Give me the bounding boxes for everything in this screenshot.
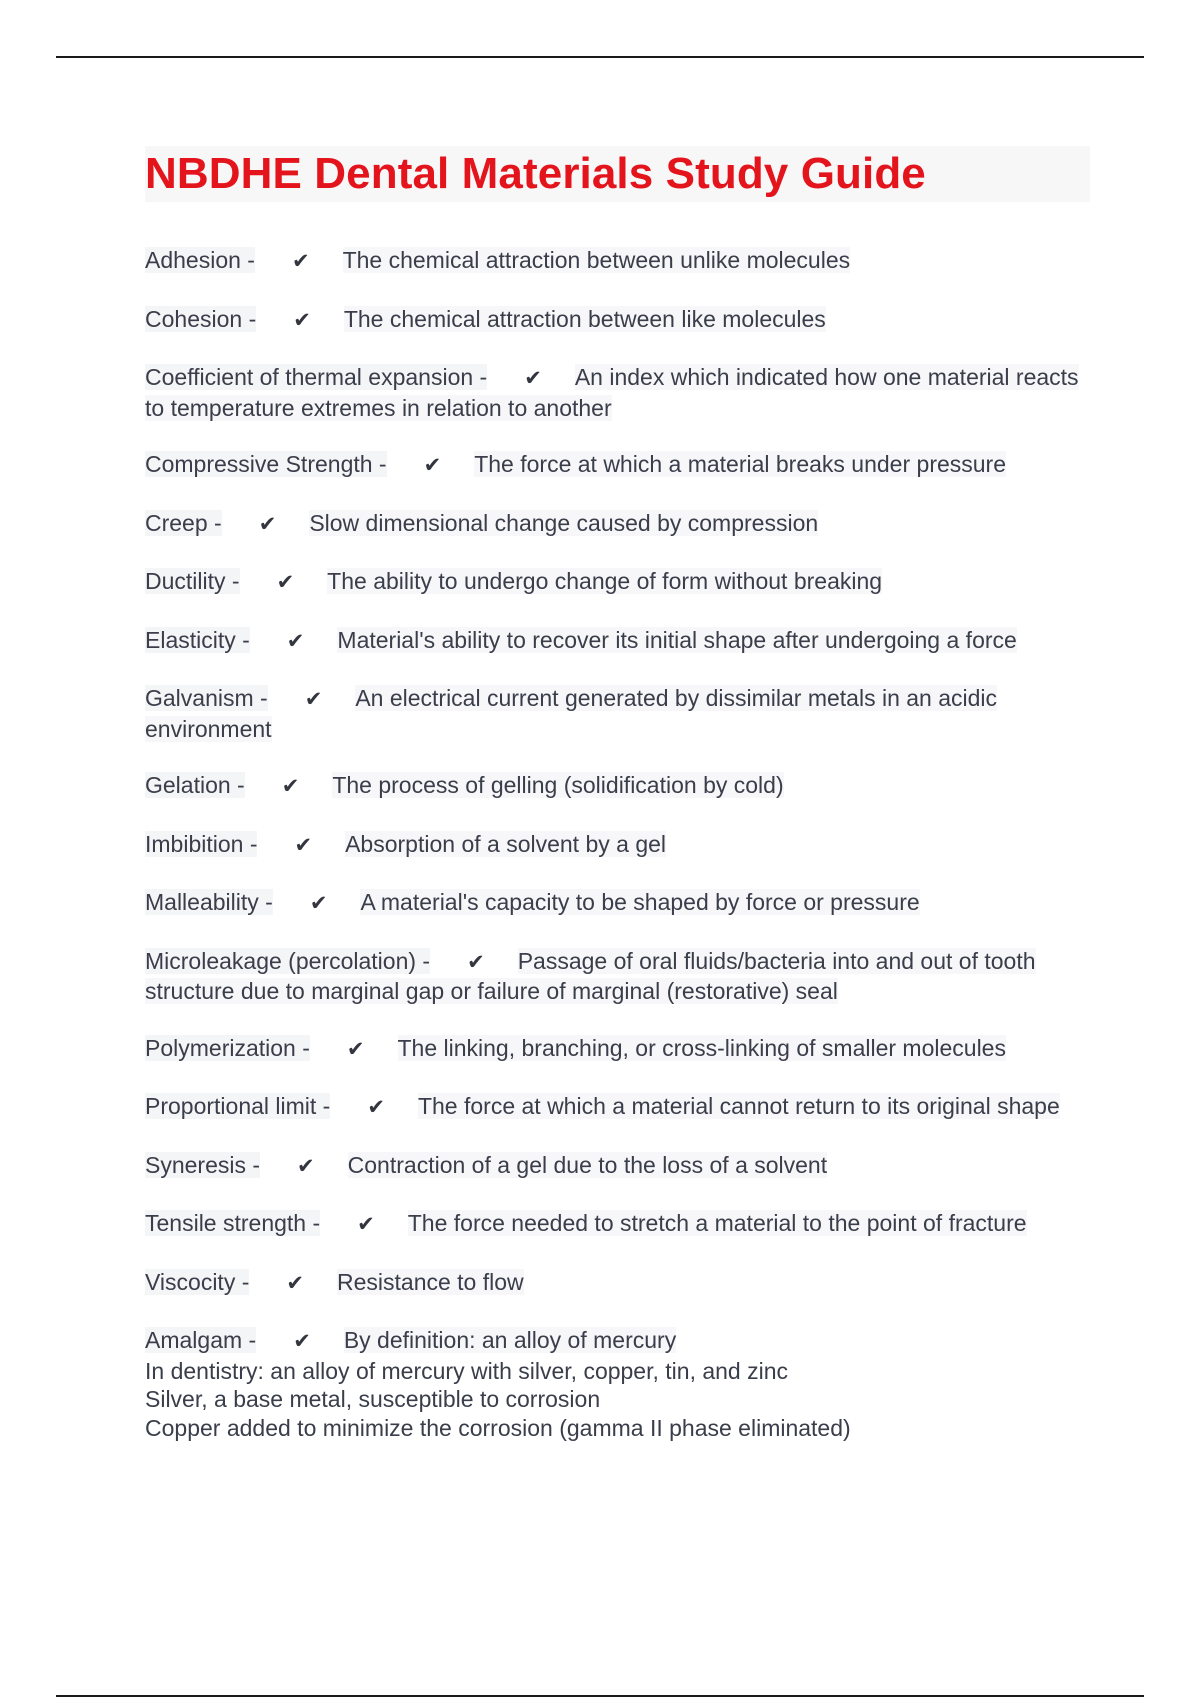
entry-term: Microleakage (percolation) - — [145, 947, 431, 974]
glossary-entry — [145, 246, 1090, 277]
glossary-entry — [145, 1034, 1090, 1065]
check-icon: ✔ — [294, 833, 313, 857]
entry-term: Polymerization - — [145, 1034, 310, 1061]
glossary-entry — [145, 888, 1090, 919]
check-icon: ✔ — [524, 367, 542, 390]
entry-definition: The chemical attraction between like molecules — [343, 305, 826, 332]
amalgam-detail-line: Copper added to minimize the corrosion (gamma II phase eliminated) — [145, 1414, 851, 1441]
glossary-entry — [145, 684, 1090, 743]
entry-term: Tensile strength - — [145, 1210, 321, 1236]
entry-term: Creep - — [145, 509, 222, 536]
glossary-entry — [145, 947, 1090, 1006]
glossary-list — [145, 246, 1090, 1442]
check-icon: ✔ — [281, 775, 300, 798]
entry-term: Coefficient of thermal expansion - — [145, 364, 488, 390]
entry-term: Ductility - — [145, 568, 240, 594]
entry-definition: Contraction of a gel due to the loss of a solvent — [347, 1151, 828, 1178]
top-rule — [56, 56, 1144, 58]
entry-definition: By definition: an alloy of mercury — [343, 1327, 677, 1353]
entry-definition: The linking, branching, or cross-linking of smaller molecules — [397, 1034, 1006, 1061]
glossary-entry — [145, 830, 1090, 861]
entry-definition: The process of gelling (solidification by cold) — [332, 772, 784, 798]
check-icon: ✔ — [309, 892, 328, 915]
document-body — [145, 146, 1090, 1470]
title-band — [145, 146, 1090, 202]
entry-definition: A material's capacity to be shaped by force or pressure — [360, 889, 920, 915]
glossary-entry — [145, 363, 1090, 422]
entry-definition: An electrical current generated by dissimilar metals in an acidic environment — [145, 685, 998, 742]
glossary-entry — [145, 1092, 1090, 1123]
entry-term: Galvanism - — [145, 685, 268, 711]
check-icon: ✔ — [293, 1330, 311, 1353]
entry-definition: Passage of oral fluids/bacteria into and out of tooth structure due to marginal gap or failure of marginal (restorative) seal — [145, 947, 1036, 1004]
entry-definition: Absorption of a solvent by a gel — [345, 830, 667, 857]
glossary-entry — [145, 1151, 1090, 1182]
glossary-entry-amalgam — [145, 1326, 1090, 1442]
check-icon: ✔ — [357, 1213, 375, 1236]
check-icon: ✔ — [297, 1154, 315, 1178]
page-title: NBDHE Dental Materials Study Guide — [145, 149, 926, 198]
entry-term: Viscocity - — [145, 1268, 250, 1295]
entry-definition: Slow dimensional change caused by compression — [309, 509, 819, 536]
check-icon: ✔ — [293, 308, 311, 332]
glossary-entry — [145, 771, 1090, 802]
glossary-entry — [145, 509, 1090, 540]
glossary-entry — [145, 626, 1090, 657]
amalgam-detail-line: In dentistry: an alloy of mercury with silver, copper, tin, and zinc — [145, 1357, 789, 1384]
glossary-entry — [145, 305, 1090, 336]
check-icon: ✔ — [276, 571, 295, 594]
check-icon: ✔ — [286, 629, 305, 653]
entry-term: Amalgam - — [145, 1327, 257, 1353]
entry-term: Adhesion - — [145, 247, 255, 273]
entry-term: Syneresis - — [145, 1151, 261, 1178]
check-icon: ✔ — [423, 454, 442, 477]
entry-term: Imbibition - — [145, 830, 258, 857]
glossary-entry — [145, 450, 1090, 481]
entry-definition: The chemical attraction between unlike molecules — [342, 247, 851, 273]
entry-term: Proportional limit - — [145, 1093, 331, 1119]
entry-definition: The force at which a material cannot return to its original shape — [417, 1093, 1060, 1119]
entry-definition: The force needed to stretch a material to the point of fracture — [407, 1210, 1027, 1236]
entry-term: Malleability - — [145, 889, 273, 915]
amalgam-detail-line: Silver, a base metal, susceptible to corrosion — [145, 1386, 601, 1412]
entry-term: Cohesion - — [145, 305, 257, 332]
check-icon: ✔ — [286, 1271, 304, 1295]
entry-definition: Resistance to flow — [337, 1268, 524, 1295]
check-icon: ✔ — [346, 1037, 365, 1061]
glossary-entry — [145, 567, 1090, 598]
check-icon: ✔ — [258, 512, 277, 536]
entry-definition: An index which indicated how one material reacts to temperature extremes in relation to another — [145, 364, 1079, 421]
entry-definition: The force at which a material breaks under pressure — [474, 451, 1007, 477]
entry-definition: The ability to undergo change of form without breaking — [327, 568, 883, 594]
glossary-entry — [145, 1209, 1090, 1240]
check-icon: ✔ — [304, 688, 323, 711]
check-icon: ✔ — [367, 1096, 385, 1119]
entry-term: Compressive Strength - — [145, 451, 387, 477]
glossary-entry — [145, 1268, 1090, 1299]
check-icon: ✔ — [467, 950, 485, 974]
check-icon: ✔ — [291, 250, 310, 273]
entry-term: Gelation - — [145, 772, 245, 798]
bottom-rule — [56, 1695, 1144, 1697]
entry-definition: Material's ability to recover its initial shape after undergoing a force — [337, 626, 1017, 653]
entry-term: Elasticity - — [145, 626, 250, 653]
